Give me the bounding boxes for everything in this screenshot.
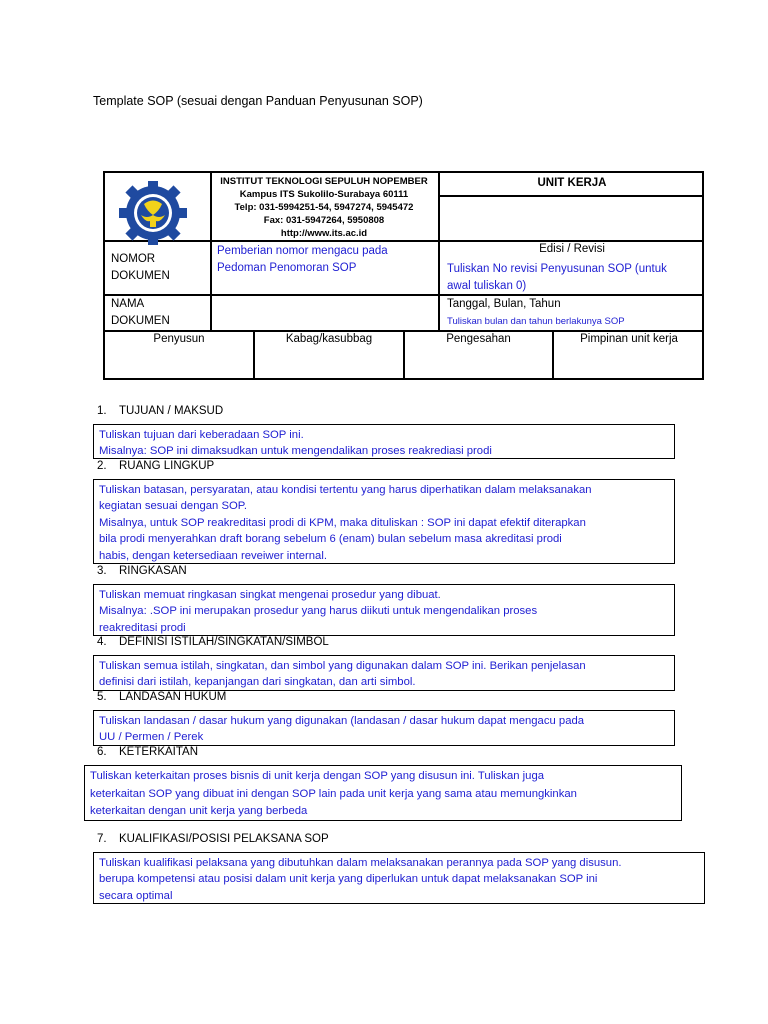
section-1-box: Tuliskan tujuan dari keberadaan SOP ini. Misalnya: SOP ini dimaksudkan untuk mengendalikan proses reakrediasi prodi bbox=[93, 424, 675, 459]
sop-header-table bbox=[103, 171, 704, 380]
section-7-box: Tuliskan kualifikasi pelaksana yang dibutuhkan dalam melaksanakan perannya pada SOP yang disusun. berupa kompetensi atau posisi dalam unit kerja yang diperlukan untuk dapat melaksanakan SOP ini secara optimal bbox=[93, 852, 705, 904]
tanggal-value: Tuliskan bulan dan tahun berlakunya SOP bbox=[447, 316, 625, 327]
section-4-heading: 4. DEFINISI ISTILAH/SINGKATAN/SIMBOL bbox=[97, 636, 329, 648]
signature-pengesahan: Pengesahan bbox=[446, 333, 511, 345]
page-title: Template SOP (sesuai dengan Panduan Penyusunan SOP) bbox=[93, 94, 423, 108]
signature-penyusun: Penyusun bbox=[153, 333, 205, 345]
institution-info: INSTITUT TEKNOLOGI SEPULUH NOPEMBER Kampus ITS Sukolilo-Surabaya 60111 Telp: 031-5994251-54, 5947274, 5945472 Fax: 031-5947264, 5950808 http://www.its.ac.id bbox=[220, 176, 428, 239]
section-6-heading: 6. KETERKAITAN bbox=[97, 746, 199, 758]
signature-kabag: Kabag/kasubbag bbox=[285, 333, 373, 345]
section-4-box: Tuliskan semua istilah, singkatan, dan simbol yang digunakan dalam SOP ini. Berikan penjelasan definisi dari istilah, kepanjangan dari singkatan, dan arti simbol. bbox=[93, 655, 675, 691]
section-3-box: Tuliskan memuat ringkasan singkat mengenai prosedur yang dibuat. Misalnya: .SOP ini merupakan prosedur yang harus diikuti untuk mengendalikan proses reakreditasi prodi bbox=[93, 584, 675, 636]
section-5-heading: 5. LANDASAN HUKUM bbox=[97, 691, 227, 703]
its-logo-icon bbox=[117, 181, 189, 245]
section-2-heading: 2. RUANG LINGKUP bbox=[97, 460, 215, 472]
edisi-revisi-value: Tuliskan No revisi Penyusunan SOP (untuk awal tuliskan 0) bbox=[447, 263, 667, 292]
section-6-box: Tuliskan keterkaitan proses bisnis di unit kerja dengan SOP yang disusun ini. Tuliskan juga keterkaitan SOP yang dibuat ini dengan SOP lain pada unit kerja yang sama atau memungkinkan keterkaitan dengan unit kerja yang berbeda bbox=[84, 765, 682, 821]
nomor-dokumen-value: Pemberian nomor mengacu pada Pedoman Penomoran SOP bbox=[217, 245, 388, 274]
edisi-revisi-label: Edisi / Revisi bbox=[539, 243, 605, 255]
section-5-box: Tuliskan landasan / dasar hukum yang digunakan (landasan / dasar hukum dapat mengacu pada UU / Permen / Perek bbox=[93, 710, 675, 746]
signature-pimpinan: Pimpinan unit kerja bbox=[580, 333, 678, 345]
tanggal-label: Tanggal, Bulan, Tahun bbox=[447, 298, 561, 310]
section-3-heading: 3. RINGKASAN bbox=[97, 565, 187, 577]
section-2-box: Tuliskan batasan, persyaratan, atau kondisi tertentu yang harus diperhatikan dalam melaksanakan kegiatan sesuai dengan SOP. Misalnya, untuk SOP reakreditasi prodi di KPM, maka dituliskan : SOP ini dapat efektif diterapkan bila prodi menyerahkan draft borang sebelum 6 (enam) bulan sebelum masa akreditasi prodi habis, dengan ketersediaan reveiwer internal. bbox=[93, 479, 675, 564]
section-1-heading: 1. TUJUAN / MAKSUD bbox=[97, 405, 224, 417]
nama-dokumen-label: NAMA DOKUMEN bbox=[111, 298, 170, 327]
unit-kerja-title: UNIT KERJA bbox=[537, 177, 607, 189]
nomor-dokumen-label: NOMOR DOKUMEN bbox=[111, 253, 170, 282]
section-7-heading: 7. KUALIFIKASI/POSISI PELAKSANA SOP bbox=[97, 833, 329, 845]
